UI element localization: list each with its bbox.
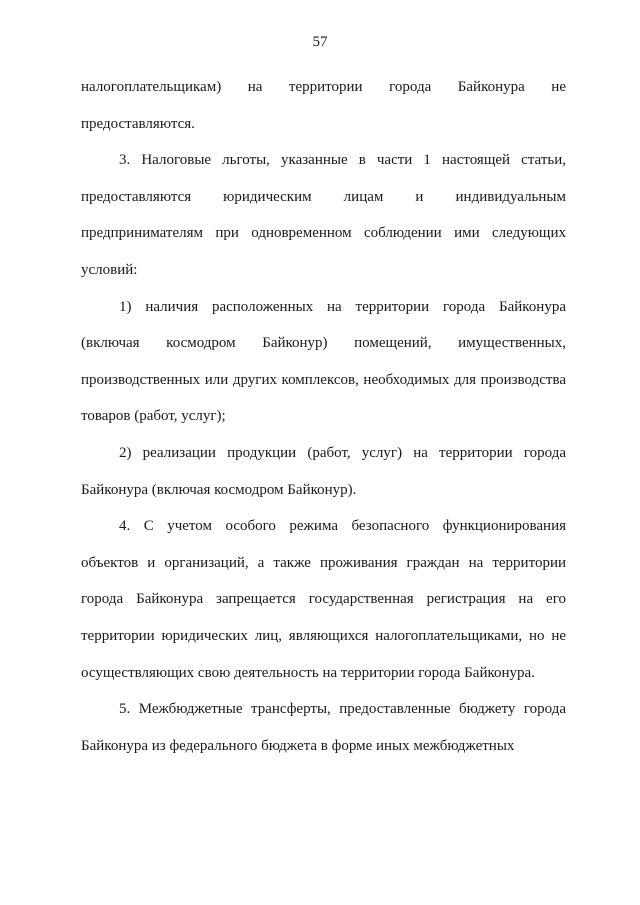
text-line: производственных или других комплексов, необходимых для производства xyxy=(81,371,566,388)
text-line: территории юридических лиц, являющихся налогоплательщиками, но не xyxy=(81,627,566,644)
text-line: 3. Налоговые льготы, указанные в части 1 настоящей статьи, xyxy=(119,152,566,169)
paragraph-p1 xyxy=(81,142,566,288)
text-line: предпринимателям при одновременном соблюдении ими следующих xyxy=(81,225,566,242)
paragraph-p4 xyxy=(81,508,566,691)
text-line: предоставляются. xyxy=(81,115,195,132)
document-body xyxy=(81,69,566,764)
text-line: Байконура из федерального бюджета в форме иных межбюджетных xyxy=(81,737,515,754)
text-line: налогоплательщикам) на территории города Байконура не xyxy=(81,79,566,95)
text-line: 4. С учетом особого режима безопасного функционирования xyxy=(119,518,566,535)
text-line: Байконура (включая космодром Байконур). xyxy=(81,481,357,498)
paragraph-p0 xyxy=(81,69,566,142)
page-number: 57 xyxy=(312,34,328,50)
text-line: товаров (работ, услуг); xyxy=(81,408,226,425)
paragraph-p2 xyxy=(81,289,566,435)
text-line: 1) наличия расположенных на территории города Байконура xyxy=(119,298,566,315)
text-line: города Байконура запрещается государственная регистрация на его xyxy=(81,591,566,608)
text-line: осуществляющих свою деятельность на территории города Байконура. xyxy=(81,664,535,681)
text-line: предоставляются юридическим лицам и индивидуальным xyxy=(81,188,566,205)
paragraph-p3 xyxy=(81,435,566,508)
text-line: (включая космодром Байконур) помещений, имущественных, xyxy=(81,335,566,352)
text-line: объектов и организаций, а также проживания граждан на территории xyxy=(81,554,566,571)
text-line: 2) реализации продукции (работ, услуг) на территории города xyxy=(119,444,566,461)
text-line: 5. Межбюджетные трансферты, предоставленные бюджету города xyxy=(119,701,566,718)
text-line: условий: xyxy=(81,261,138,278)
paragraph-p5 xyxy=(81,691,566,764)
